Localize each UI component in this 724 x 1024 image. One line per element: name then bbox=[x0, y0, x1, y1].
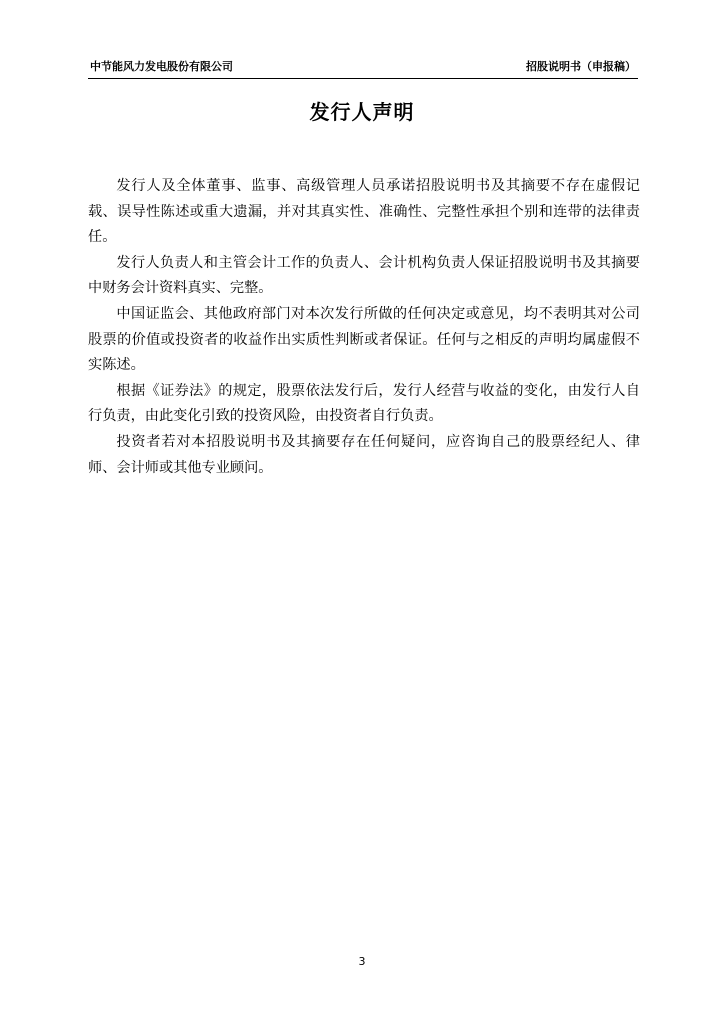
page-title: 发行人声明 bbox=[309, 100, 415, 124]
statement-paragraph: 投资者若对本招股说明书及其摘要存在任何疑问，应咨询自己的股票经纪人、律师、会计师或其他专业顾问。 bbox=[88, 433, 640, 476]
page-number: 3 bbox=[358, 955, 366, 968]
header-company-name: 中节能风力发电股份有限公司 bbox=[90, 60, 233, 73]
page-header bbox=[90, 58, 636, 76]
statement-paragraph: 中国证监会、其他政府部门对本次发行所做的任何决定或意见，均不表明其对公司股票的价值或投资者的收益作出实质性判断或者保证。任何与之相反的声明均属虚假不实陈述。 bbox=[88, 305, 640, 374]
statement-paragraph: 发行人负责人和主管会计工作的负责人、会计机构负责人保证招股说明书及其摘要中财务会计资料真实、完整。 bbox=[88, 254, 640, 297]
statement-body bbox=[88, 174, 640, 481]
statement-paragraph: 根据《证券法》的规定，股票依法发行后，发行人经营与收益的变化，由发行人自行负责，由此变化引致的投资风险，由投资者自行负责。 bbox=[88, 382, 640, 425]
header-divider bbox=[88, 78, 638, 79]
statement-paragraph: 发行人及全体董事、监事、高级管理人员承诺招股说明书及其摘要不存在虚假记载、误导性陈述或重大遗漏，并对其真实性、准确性、完整性承担个别和连带的法律责任。 bbox=[88, 178, 640, 246]
header-document-type: 招股说明书（申报稿） bbox=[526, 60, 636, 73]
